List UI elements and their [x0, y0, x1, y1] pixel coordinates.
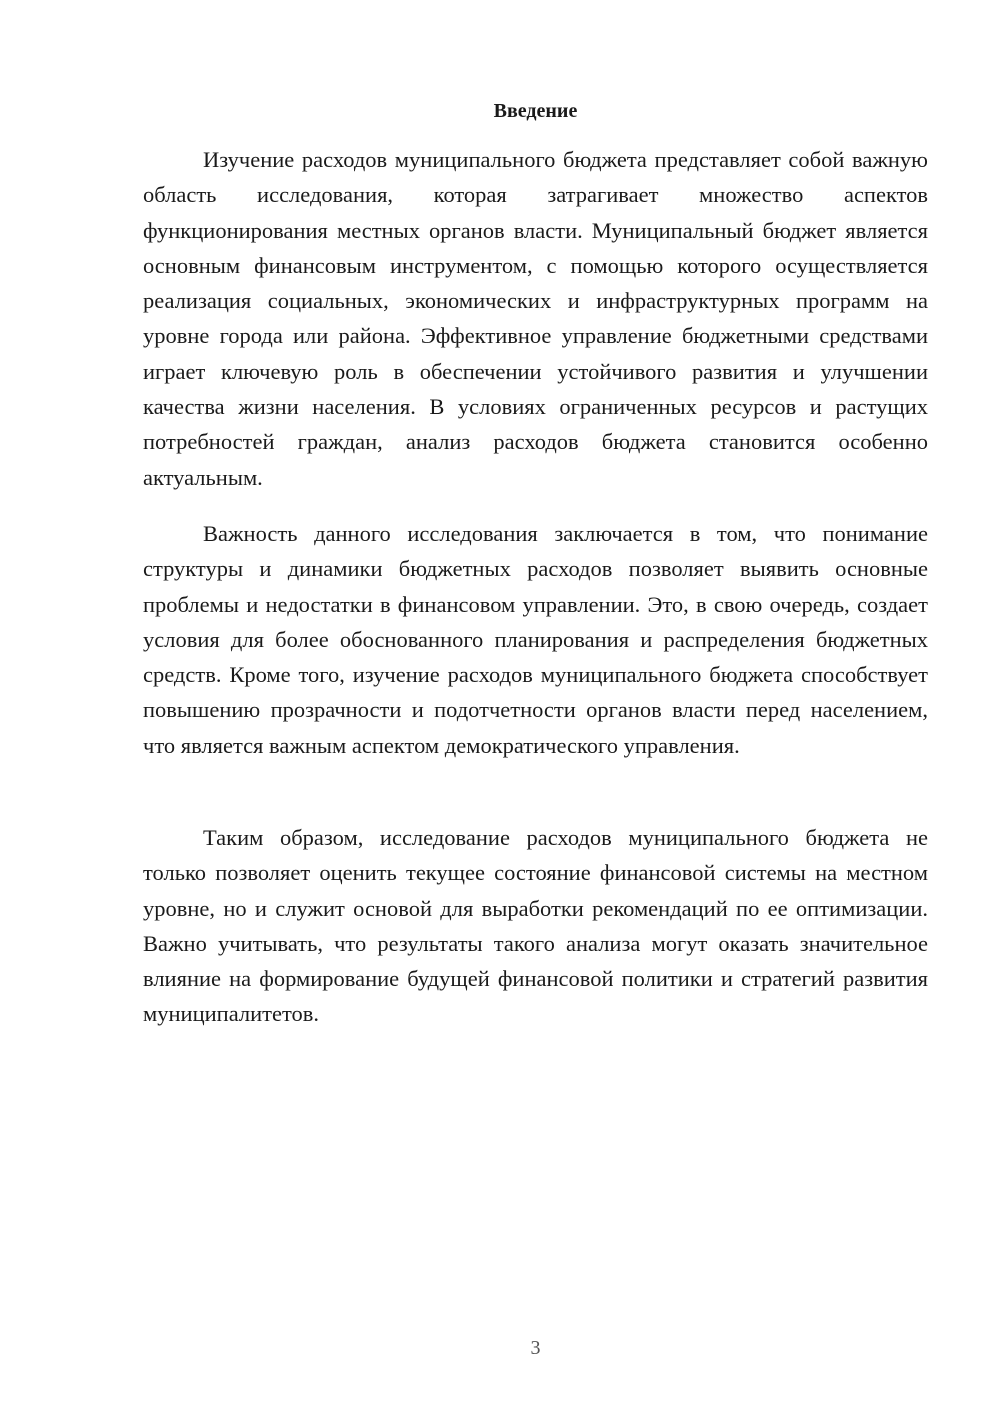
paragraph-2: Важность данного исследования заключается в том, что понимание структуры и динамики бюджетных расходов позволяет выявить основные проблемы и недостатки в финансовом управлении. Это, в свою очередь, создает условия для более обоснованного планирования и распределения бюджетных средств. Кроме того, изучение расходов муниципального бюджета способствует повышению прозрачности и подотчетности органов власти перед населением, что является важным аспектом демократического управления.: [143, 521, 928, 758]
paragraph-1: Изучение расходов муниципального бюджета представляет собой важную область исследования, которая затрагивает множество аспектов функционирования местных органов власти. Муниципальный бюджет является основным финансовым инструментом, с помощью которого осуществляется реализация социальных, экономических и инфраструктурных программ на уровне города или района. Эффективное управление бюджетными средствами играет ключевую роль в обеспечении устойчивого развития и улучшении качества жизни населения. В условиях ограниченных ресурсов и растущих потребностей граждан, анализ расходов бюджета становится особенно актуальным.: [143, 147, 928, 490]
section-heading: Введение: [493, 100, 578, 122]
page-number: 3: [530, 1337, 541, 1359]
paragraph-3: Таким образом, исследование расходов муниципального бюджета не только позволяет оценить текущее состояние финансовой системы на местном уровне, но и служит основой для выработки рекомендаций по ее оптимизации. Важно учитывать, что результаты такого анализа могут оказать значительное влияние на формирование будущей финансовой политики и стратегий развития муниципалитетов.: [143, 825, 928, 1027]
